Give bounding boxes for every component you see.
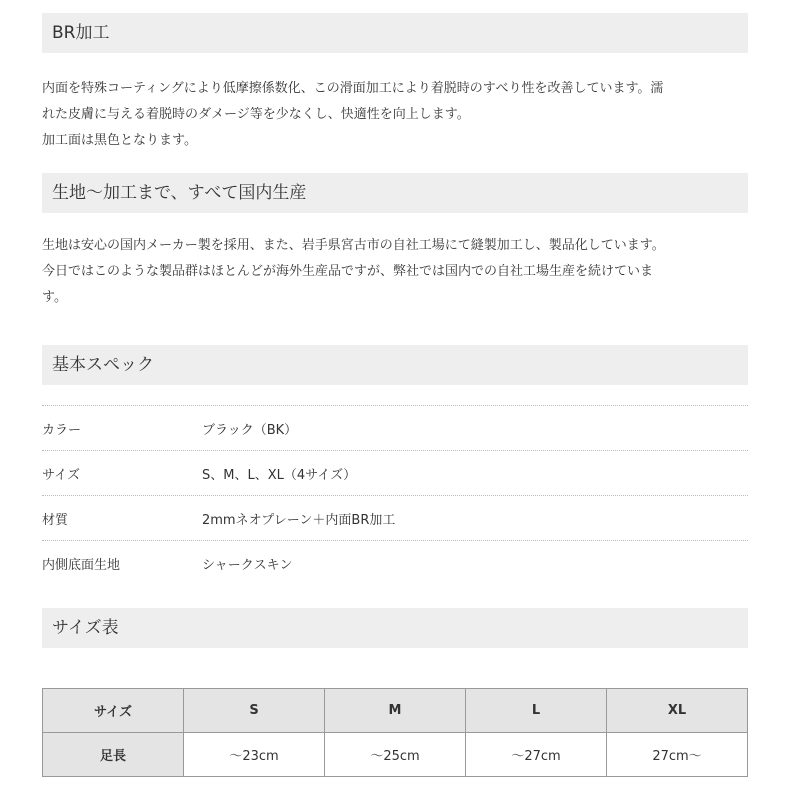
br-line: 加工面は黒色となります。 — [42, 133, 197, 148]
domestic-line: す。 — [42, 290, 67, 305]
spec-value: ブラック（BK） — [202, 422, 298, 438]
section-heading-domestic: 生地～加工まで、すべて国内生産 — [42, 173, 748, 213]
spec-label: カラー — [42, 422, 82, 438]
domestic-line: 今日ではこのような製品群はほとんどが海外生産品ですが、弊社では国内での自社工場生産を続けていま — [42, 264, 654, 279]
size-table-size-l: L — [466, 689, 607, 733]
size-table-value-s: ～23cm — [184, 733, 325, 777]
spec-row-sole-fabric — [42, 540, 748, 585]
size-table-header-row — [43, 689, 748, 733]
domestic-description — [42, 233, 748, 311]
section-heading-br: BR加工 — [42, 13, 748, 53]
spec-label: 内側底面生地 — [42, 557, 121, 573]
size-table-value-m: ～25cm — [325, 733, 466, 777]
br-line: 内面を特殊コーティングにより低摩擦係数化、この滑面加工により着脱時のすべり性を改善しています。濡 — [42, 81, 664, 96]
size-table-size-s: S — [184, 689, 325, 733]
size-table-header-label: サイズ — [43, 689, 184, 733]
size-table-row-label: 足長 — [43, 733, 184, 777]
section-heading-spec: 基本スペック — [42, 345, 748, 385]
spec-label: 材質 — [42, 512, 69, 528]
br-line: れた皮膚に与える着脱時のダメージ等を少なくし、快適性を向上します。 — [42, 107, 470, 122]
spec-table — [42, 405, 748, 585]
size-table-value-l: ～27cm — [466, 733, 607, 777]
spec-value: 2mmネオプレーン＋内面BR加工 — [202, 512, 396, 528]
domestic-line: 生地は安心の国内メーカー製を採用、また、岩手県宮古市の自社工場にて縫製加工し、製品化しています。 — [42, 238, 665, 253]
spec-value: シャークスキン — [202, 557, 293, 573]
spec-row-material — [42, 495, 748, 540]
br-description — [42, 76, 748, 154]
size-table-size-xl: XL — [607, 689, 748, 733]
size-table — [42, 688, 748, 777]
size-table-foot-length-row — [43, 733, 748, 777]
section-heading-size-table: サイズ表 — [42, 608, 748, 648]
spec-value: S、M、L、XL（4サイズ） — [202, 467, 357, 483]
spec-label: サイズ — [42, 467, 80, 483]
spec-row-size — [42, 450, 748, 495]
spec-row-color — [42, 405, 748, 450]
size-table-value-xl: 27cm～ — [607, 733, 748, 777]
size-table-size-m: M — [325, 689, 466, 733]
